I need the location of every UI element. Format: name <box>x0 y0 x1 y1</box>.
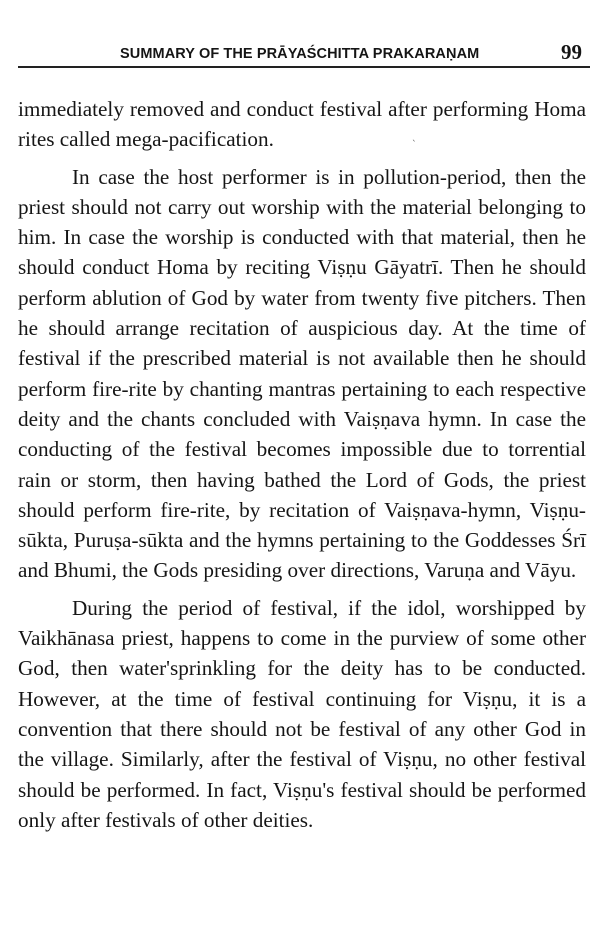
page-number: 99 <box>561 40 582 64</box>
running-title: SUMMARY OF THE PRĀYAŚCHITTA PRAKARAṆAM <box>120 46 480 62</box>
scan-speck-mark: ˋ <box>412 140 417 150</box>
paragraph-continuation: immediately removed and conduct festival after performing Homa rites called mega-pacification. <box>18 97 586 152</box>
paragraph-pollution-period: In case the host performer is in pollution-period, then the priest should not carry out worship with the material belonging to him. In case the worship is conducted with that material, then he should conduct Homa by reciting Viṣṇu Gāyatrī. Then he should perform ablution of God by water from twenty five pitchers. Then he should arrange recitation of auspicious day. At the time of festival if the prescribed material is not available then he should perform fire-rite by chanting mantras pertaining to each respective deity and the chants concluded with Vaiṣṇava hymn. In case the conducting of the festival becomes impossible due to torrential rain or storm, then having bathed the Lord of Gods, the priest should perform fire-rite, by recitation of Vaiṣṇava-hymn, Viṣṇu-sūkta, Puruṣa-sūkta and the hymns pertaining to the Goddesses Śrī and Bhumi, the Gods presiding over directions, Varuṇa and Vāyu. <box>18 164 586 583</box>
body-text <box>18 94 586 835</box>
running-header <box>18 36 590 68</box>
paragraph-festival-period: During the period of festival, if the idol, worshipped by Vaikhānasa priest, happens to come in the purview of some other God, then water'sprinkling for the deity has to be conducted. However, at the time of festival continuing for Viṣṇu, it is a convention that there should not be festival of any other God in the village. Similarly, after the festival of Viṣṇu, no other festival should be performed. In fact, Viṣṇu's festival should be performed only after festivals of other deities. <box>18 595 586 832</box>
